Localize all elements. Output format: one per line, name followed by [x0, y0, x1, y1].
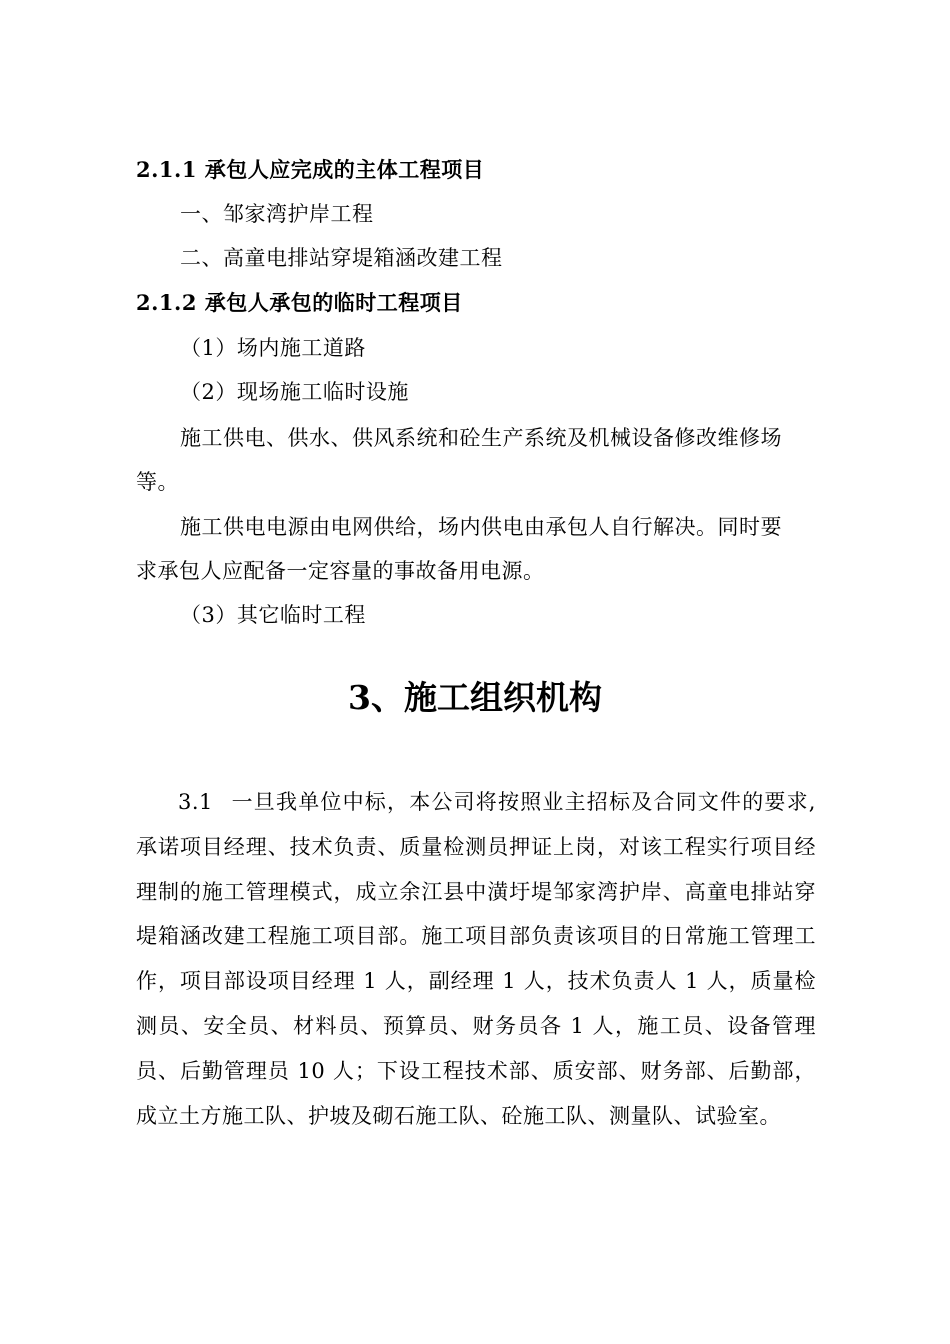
section-2-1-2-item-1: （1）场内施工道路 — [180, 336, 366, 360]
section-3-1-paragraph — [136, 780, 816, 1138]
section-3-heading: 3、施工组织机构 — [348, 678, 602, 717]
section-2-1-2-item-3: （3）其它临时工程 — [180, 603, 366, 627]
section-2-1-2-title: 2.1.2 承包人承包的临时工程项目 — [136, 290, 463, 315]
section-3-1-number: 3.1 — [178, 790, 213, 814]
paragraph-power-line-1: 施工供电电源由电网供给，场内供电由承包人自行解决。同时要 — [180, 515, 782, 539]
paragraph-power-line-2: 求承包人应配备一定容量的事故备用电源。 — [136, 559, 545, 583]
paragraph-supply-line-2: 等。 — [136, 470, 179, 494]
paragraph-supply-line-1: 施工供电、供水、供风系统和砼生产系统及机械设备修改维修场 — [180, 426, 782, 450]
section-2-1-2-item-2: （2）现场施工临时设施 — [180, 380, 409, 404]
section-2-1-1-item-2: 二、高童电排站穿堤箱涵改建工程 — [180, 246, 503, 270]
section-2-1-1-item-1: 一、邹家湾护岸工程 — [180, 202, 374, 226]
section-2-1-1-title: 2.1.1 承包人应完成的主体工程项目 — [136, 157, 485, 182]
section-3-1-text: 一旦我单位中标，本公司将按照业主招标及合同文件的要求,承诺项目经理、技术负责、质量检测员押证上岗，对该工程实行项目经理制的施工管理模式，成立余江县中潢圩堤邹家湾护岸、高童电排站穿堤箱涵改建工程施工项目部。施工项目部负责该项目的日常施工管理工作，项目部设项目经理 1 人，副经理 1 人，技术负责人 1 人，质量检测员、安全员、材料员、预算员、财务员各 1 人，施工员、设备管理员、后勤管理员 10 人；下设工程技术部、质安部、财务部、后勤部，成立土方施工队、护坡及砌石施工队、砼施工队、测量队、试验室。 — [136, 790, 816, 1128]
